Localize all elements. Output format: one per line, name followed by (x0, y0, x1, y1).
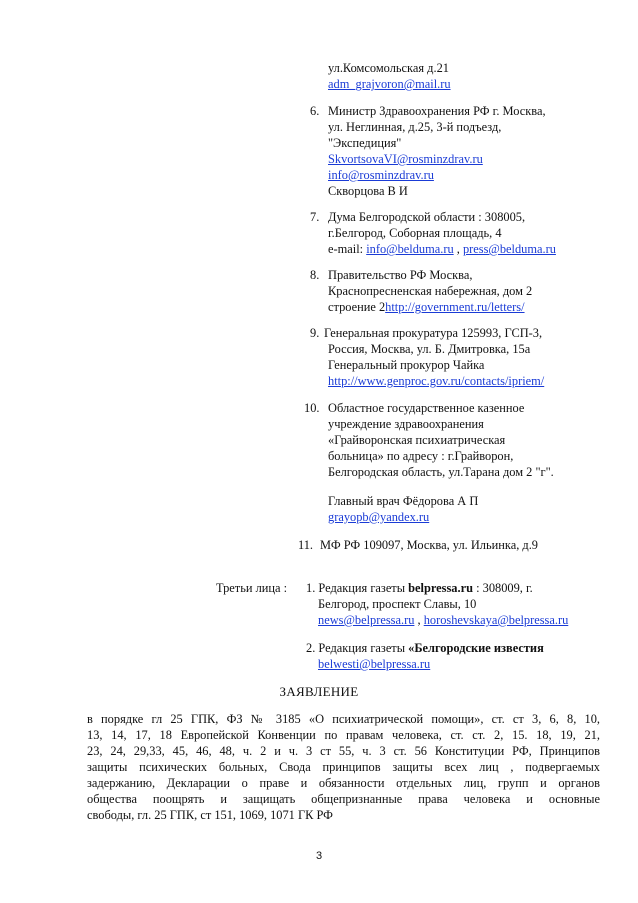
third-party-1-line1 (306, 580, 533, 596)
statement-line-4: защиты психических больных, Свода принципов защиты всех лиц , подвергаемых (87, 760, 600, 774)
recipient-10-email-link[interactable]: grayopb@yandex.ru (328, 510, 430, 524)
recipient-8-line3 (328, 299, 525, 315)
recipient-9-line3: Генеральный прокурор Чайка (328, 358, 485, 372)
recipient-5-email[interactable] (328, 76, 451, 92)
third-party-1-email2-link[interactable]: horoshevskaya@belpressa.ru (423, 613, 569, 627)
third-parties-label: Третьи лица : (216, 581, 288, 595)
recipient-6-line3: "Экспедиция" (328, 136, 402, 150)
statement-line-1: в порядке гл 25 ГПК, ФЗ № 3185 «О психиатрической помощи», ст. ст 3, 6, 8, 10, (87, 712, 600, 726)
recipient-7-line1: Дума Белгородской области : 308005, (328, 210, 526, 224)
recipient-7-email-prefix: e-mail: (328, 242, 367, 256)
third-party-1-line2: Белгород, проспект Славы, 10 (318, 597, 477, 611)
page-number: 3 (315, 850, 323, 862)
third-party-2-email[interactable] (318, 656, 430, 672)
recipient-7-email1-link[interactable]: info@belduma.ru (366, 242, 454, 256)
recipient-7-email-line (328, 241, 556, 257)
third-party-1-emails (318, 612, 568, 628)
recipient-10-line3: «Грайворонская психиатрическая (328, 433, 506, 447)
recipient-10-doctor: Главный врач Фёдорова А П (328, 494, 479, 508)
recipient-7-line2: г.Белгород, Соборная площадь, 4 (328, 226, 502, 240)
third-party-2-line1 (306, 640, 544, 656)
recipient-9-url-link[interactable]: http://www.genproc.gov.ru/contacts/ipriem/ (328, 374, 545, 388)
statement-line-6: общества поощрять и защищать общепризнанные права человека и основные (87, 792, 600, 806)
recipient-6-number: 6. (310, 104, 320, 118)
statement-line-5: задержанию, Декларации о праве и обязанности отдельных лиц, групп и органов (87, 776, 600, 790)
recipient-8-number: 8. (310, 268, 320, 282)
statement-line-2: 13, 14, 17, 18 Европейской Конвенции по правам человека, ст. ст. 2, 15. 18, 19, 21, (87, 728, 600, 742)
recipient-8-line2: Краснопресненская набережная, дом 2 (328, 284, 533, 298)
statement-line-3: 23, 24, 29,33, 45, 46, 48, ч. 2 и ч. 3 ст 55, ч. 3 ст. 56 Конституции РФ, Принципов (87, 744, 600, 758)
recipient-11-number: 11. (298, 538, 314, 552)
recipient-6-email2[interactable] (328, 167, 434, 183)
recipient-8-url-link[interactable]: http://government.ru/letters/ (385, 300, 525, 314)
recipient-5-email-link[interactable]: adm_grajvoron@mail.ru (328, 77, 451, 91)
third-party-1-email-separator: , (414, 613, 424, 627)
recipient-9-number: 9. (310, 326, 320, 340)
recipient-8-line3-prefix: строение 2 (328, 300, 386, 314)
third-party-1-email1-link[interactable]: news@belpressa.ru (318, 613, 415, 627)
recipient-9-line1: Генеральная прокуратура 125993, ГСП-3, (324, 326, 543, 340)
recipient-6-email1[interactable] (328, 151, 483, 167)
recipient-7-number: 7. (310, 210, 320, 224)
recipient-7-email2-link[interactable]: press@belduma.ru (462, 242, 556, 256)
third-party-1-suffix: : 308009, г. (472, 581, 533, 595)
recipient-10-line4: больница» по адресу : г.Грайворон, (328, 449, 514, 463)
recipient-7-email-separator: , (453, 242, 463, 256)
recipient-10-line1: Областное государственное казенное (328, 401, 525, 415)
statement-line-7: свободы, гл. 25 ГПК, ст 151, 1069, 1071 ГК РФ (87, 808, 333, 822)
recipient-9-line2: Россия, Москва, ул. Б. Дмитровка, 15а (328, 342, 531, 356)
recipient-6-email2-link[interactable]: info@rosminzdrav.ru (328, 168, 434, 182)
recipient-8-line1: Правительство РФ Москва, (328, 268, 473, 282)
recipient-6-line1: Министр Здравоохранения РФ г. Москва, (328, 104, 546, 118)
recipient-10-number: 10. (304, 401, 320, 415)
third-party-2-name: «Белгородские известия (408, 641, 544, 655)
recipient-10-line5: Белгородская область, ул.Тарана дом 2 "г". (328, 465, 554, 479)
recipient-9-url[interactable] (328, 373, 544, 389)
recipient-6-person: Скворцова В И (328, 184, 408, 198)
recipient-10-email[interactable] (328, 509, 429, 525)
recipient-10-line2: учреждение здравоохранения (328, 417, 484, 431)
recipient-6-email1-link[interactable]: SkvortsovaVI@rosminzdrav.ru (328, 152, 483, 166)
recipient-5-address: ул.Комсомольская д.21 (328, 61, 449, 75)
third-party-1-name: belpressa.ru (408, 581, 473, 595)
statement-title: ЗАЯВЛЕНИЕ (279, 684, 359, 699)
third-party-2-email-link[interactable]: belwesti@belpressa.ru (318, 657, 431, 671)
third-party-2-prefix: 2. Редакция газеты (306, 641, 409, 655)
recipient-6-line2: ул. Неглинная, д.25, 3-й подъезд, (328, 120, 502, 134)
recipient-11-text: МФ РФ 109097, Москва, ул. Ильинка, д.9 (320, 538, 538, 552)
third-party-1-prefix: 1. Редакция газеты (306, 581, 409, 595)
